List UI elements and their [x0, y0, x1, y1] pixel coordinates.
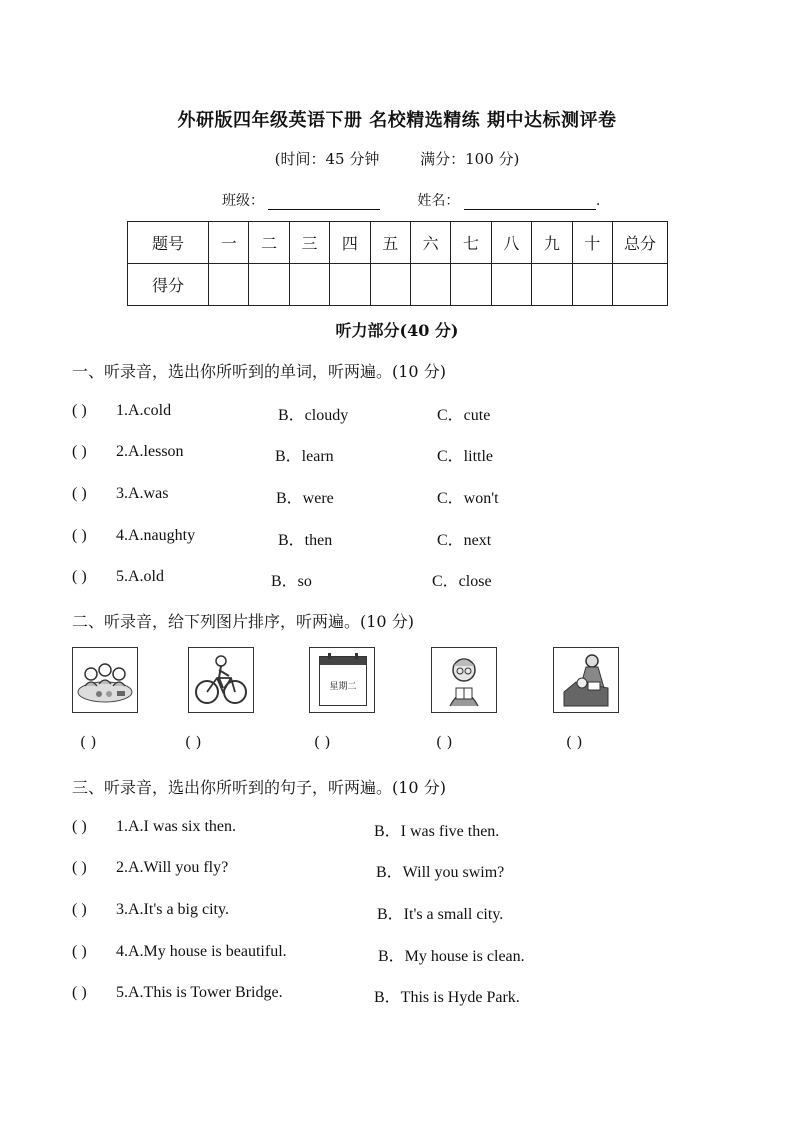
option-a: 4.A.naughty [116, 527, 196, 544]
exam-title: 外研版四年级英语下册 名校精选精练 期中达标测评卷 [177, 110, 617, 131]
score-entry[interactable] [613, 264, 668, 306]
score-entry[interactable] [532, 264, 572, 306]
score-cell: 题号 [128, 222, 209, 264]
picture-answer-paren[interactable]: ( ) [185, 733, 202, 751]
score-table [127, 221, 668, 306]
option-a: 5.A.old [116, 568, 164, 585]
score-entry[interactable] [491, 264, 531, 306]
answer-paren[interactable]: ( ) [72, 402, 87, 419]
score-table-header-row [128, 222, 668, 264]
calendar-icon [319, 656, 367, 706]
score-entry[interactable] [249, 264, 289, 306]
score-cell: 十 [572, 222, 612, 264]
score-entry[interactable] [209, 264, 249, 306]
answer-paren[interactable]: ( ) [72, 443, 87, 460]
score-row-label: 得分 [128, 264, 209, 306]
answer-paren[interactable]: ( ) [72, 568, 87, 585]
option-b: B．This is Hyde Park. [374, 989, 520, 1006]
score-cell: 八 [491, 222, 531, 264]
option-b: B．cloudy [278, 407, 349, 424]
time-limit: (时间：45 分钟 [274, 150, 380, 168]
option-a: 2.A.lesson [116, 443, 184, 460]
option-b: B．It's a small city. [377, 906, 504, 923]
option-c: C．cute [437, 407, 491, 424]
option-c: C．won't [437, 490, 499, 507]
option-c: C．little [437, 448, 494, 465]
name-label: 姓名： [417, 193, 460, 209]
score-entry[interactable] [572, 264, 612, 306]
answer-paren[interactable]: ( ) [72, 943, 87, 960]
picture-answer-paren[interactable]: ( ) [566, 733, 583, 751]
class-field[interactable] [268, 193, 380, 210]
option-a: 3.A.It's a big city. [116, 901, 229, 918]
section2-heading: 二、听录音，给下列图片排序，听两遍。(10 分) [72, 612, 414, 631]
full-score: 满分：100 分) [420, 150, 520, 168]
picture-cycling [188, 647, 254, 713]
picture-answer-paren[interactable]: ( ) [436, 733, 453, 751]
score-cell: 一 [209, 222, 249, 264]
score-cell: 二 [249, 222, 289, 264]
answer-paren[interactable]: ( ) [72, 984, 87, 1001]
picture-calendar [309, 647, 375, 713]
option-a: 5.A.This is Tower Bridge. [116, 984, 283, 1001]
option-b: B．learn [275, 448, 334, 465]
answer-paren[interactable]: ( ) [72, 859, 87, 876]
score-entry[interactable] [451, 264, 491, 306]
score-cell: 总分 [613, 222, 668, 264]
section1-heading: 一、听录音，选出你所听到的单词，听两遍。(10 分) [72, 362, 446, 381]
picture-answer-paren[interactable]: ( ) [314, 733, 331, 751]
option-b: B．then [278, 532, 333, 549]
score-entry[interactable] [330, 264, 370, 306]
option-a: 1.A.I was six then. [116, 818, 236, 835]
score-cell: 六 [410, 222, 450, 264]
mother-child-illustration [554, 648, 618, 712]
listening-heading: 听力部分(40 分) [335, 321, 459, 340]
picture-grandma-reading [431, 647, 497, 713]
option-b: B．Will you swim? [376, 864, 505, 881]
answer-paren[interactable]: ( ) [72, 818, 87, 835]
answer-paren[interactable]: ( ) [72, 485, 87, 502]
score-entry[interactable] [370, 264, 410, 306]
section3-heading: 三、听录音，选出你所听到的句子，听两遍。(10 分) [72, 778, 446, 797]
option-b: B．My house is clean. [378, 948, 525, 965]
picture-answer-paren[interactable]: ( ) [80, 733, 97, 751]
score-table-score-row [128, 264, 668, 306]
exam-subtitle [0, 148, 794, 169]
picture-picnic [72, 647, 138, 713]
picture-mother-reading [553, 647, 619, 713]
score-cell: 四 [330, 222, 370, 264]
option-a: 4.A.My house is beautiful. [116, 943, 287, 960]
option-a: 2.A.Will you fly? [116, 859, 229, 876]
option-a: 1.A.cold [116, 402, 172, 419]
option-a: 3.A.was [116, 485, 169, 502]
class-label: 班级： [222, 193, 264, 209]
score-cell: 五 [370, 222, 410, 264]
score-cell: 七 [451, 222, 491, 264]
grandma-illustration [432, 648, 496, 712]
student-info: 班级： 姓名： . [222, 193, 601, 209]
option-b: B．I was five then. [374, 823, 500, 840]
score-cell: 三 [289, 222, 329, 264]
name-field[interactable] [464, 193, 596, 210]
calendar-label: 星期二 [329, 682, 357, 692]
picnic-illustration [73, 648, 137, 712]
option-b: B．were [276, 490, 334, 507]
option-c: C．next [437, 532, 492, 549]
cycling-illustration [189, 648, 253, 712]
score-entry[interactable] [410, 264, 450, 306]
option-b: B．so [271, 573, 312, 590]
score-entry[interactable] [289, 264, 329, 306]
score-cell: 九 [532, 222, 572, 264]
answer-paren[interactable]: ( ) [72, 901, 87, 918]
option-c: C．close [432, 573, 492, 590]
answer-paren[interactable]: ( ) [72, 527, 87, 544]
